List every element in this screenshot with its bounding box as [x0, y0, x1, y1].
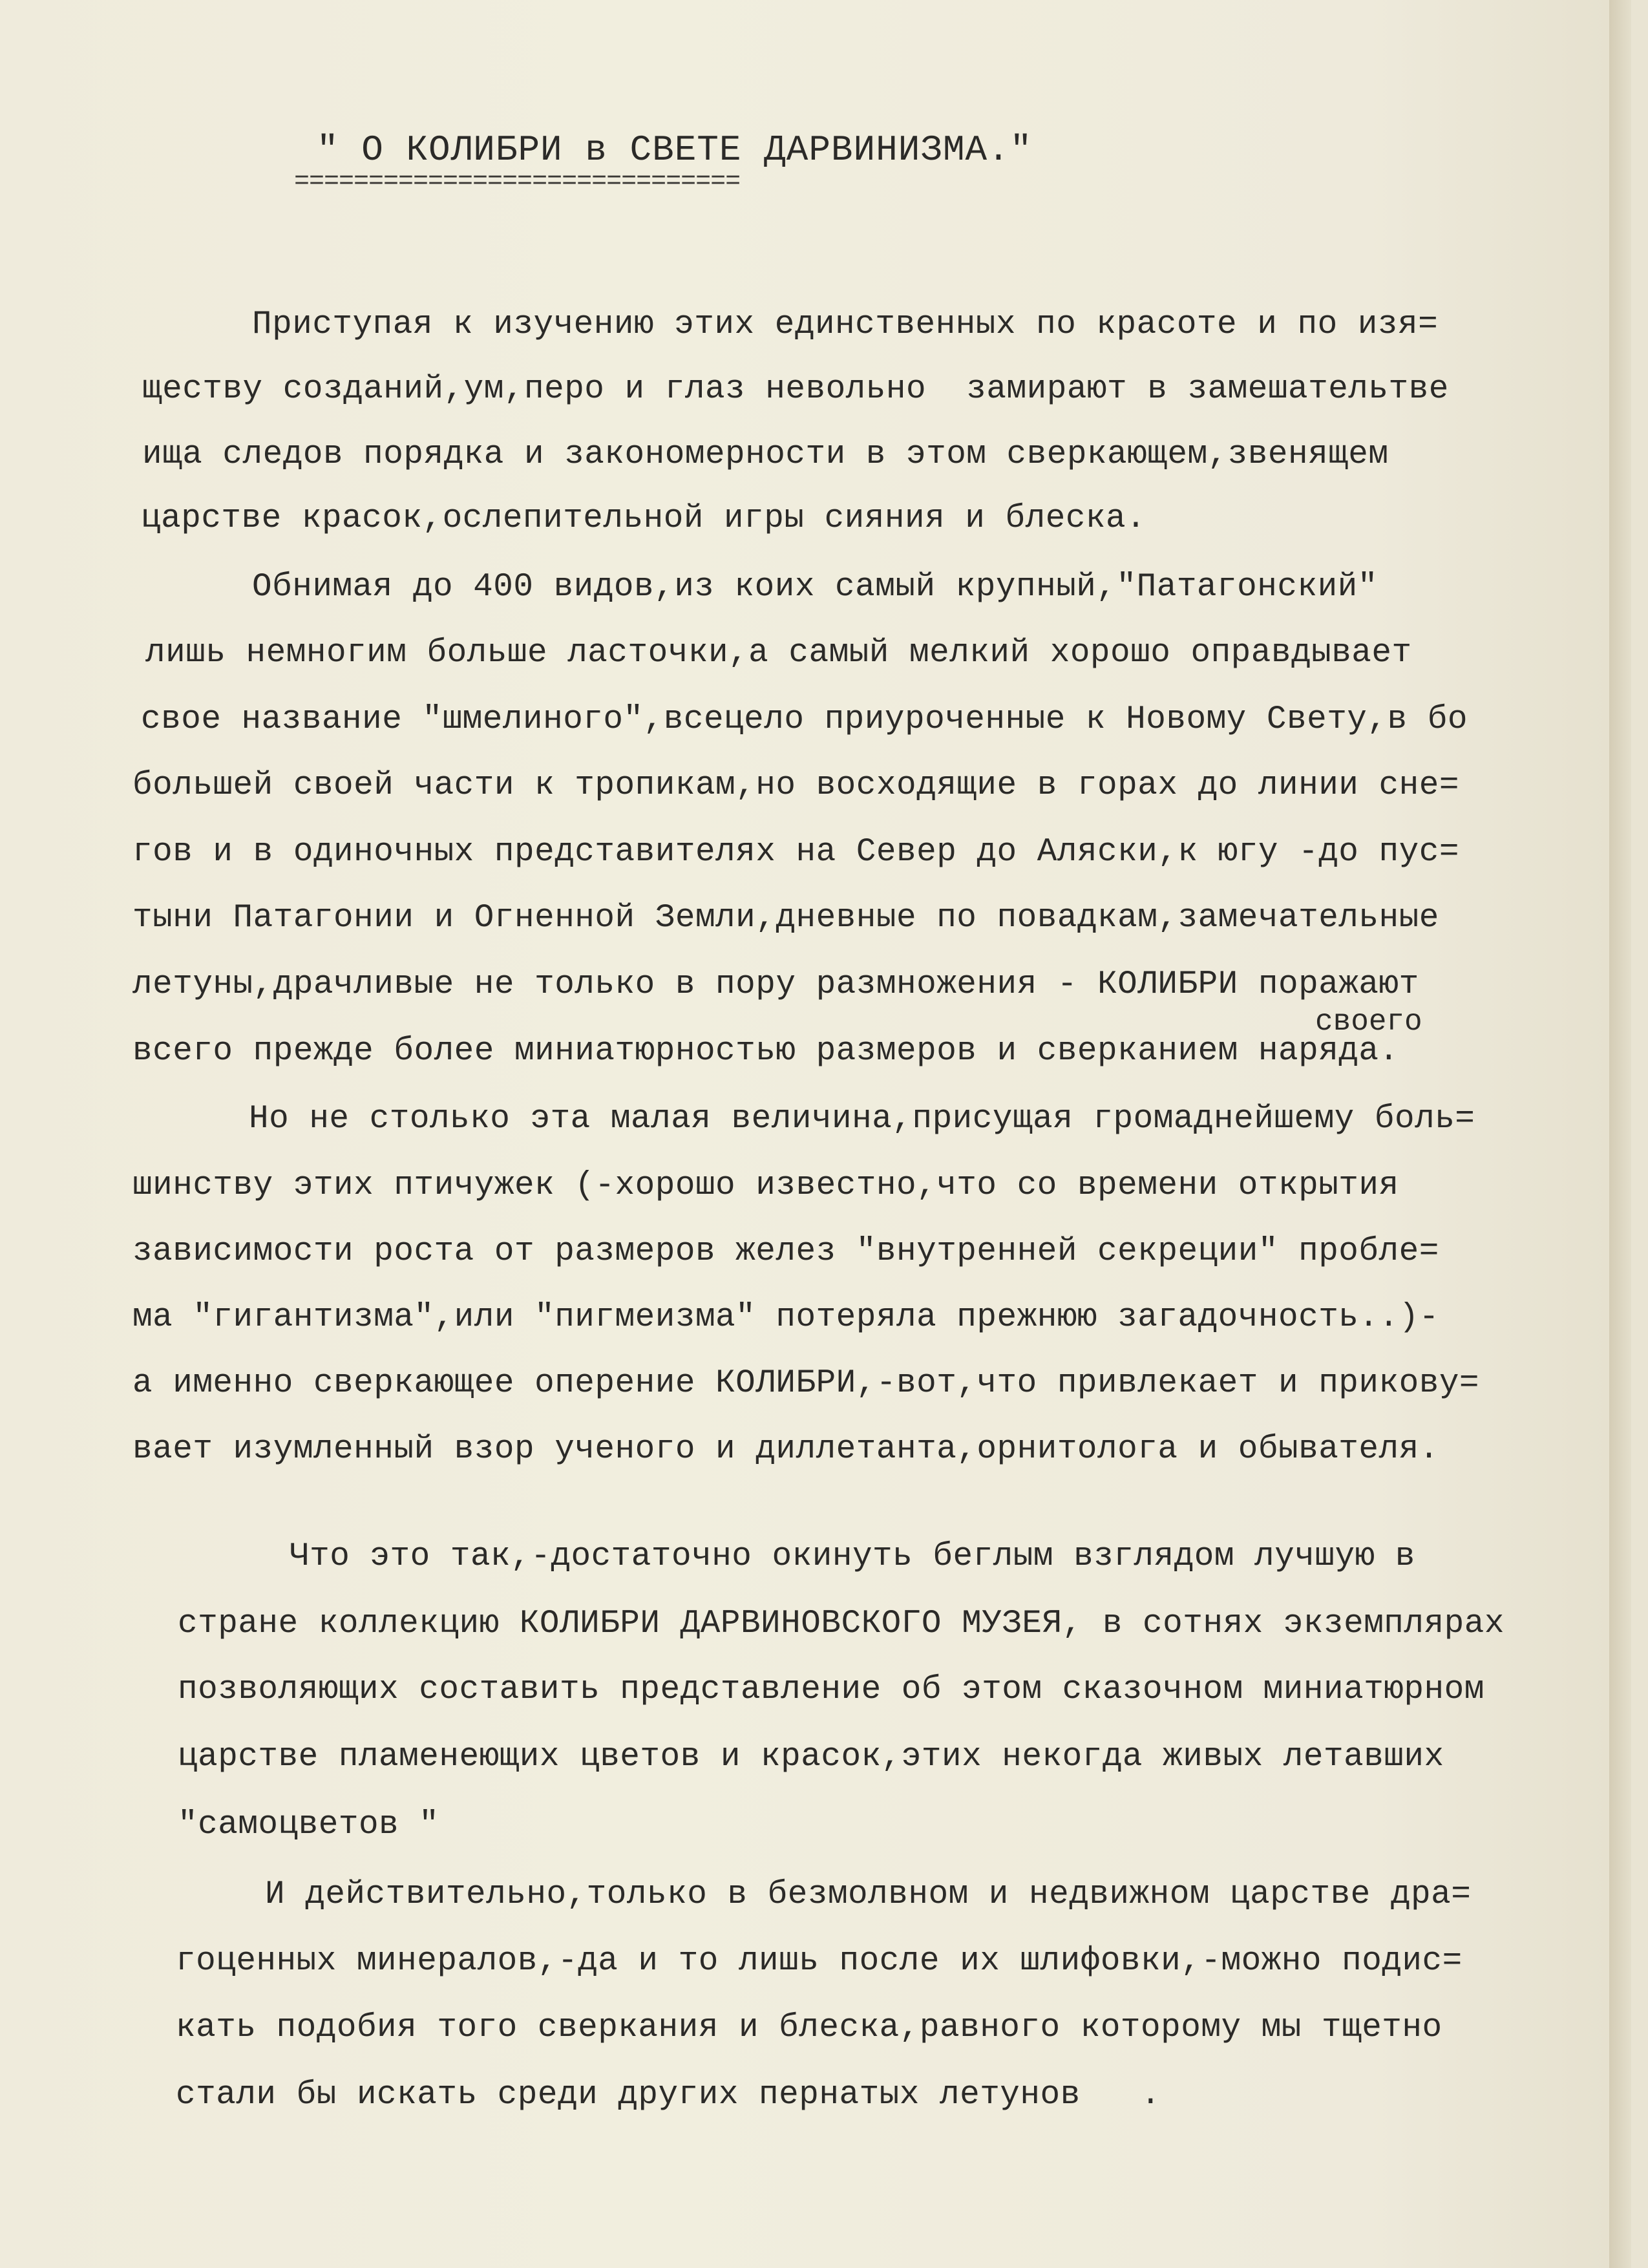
text-line: ма "гигантизма",или "пигмеизма" потеряла прежнюю загадочность..)-	[132, 1299, 1439, 1336]
paper-edge	[1609, 0, 1631, 2268]
text-line: лишь немногим больше ласточки,а самый мелкий хорошо оправдывает	[145, 635, 1412, 672]
page-title: " О КОЛИБРИ в СВЕТЕ ДАРВИНИЗМА."	[317, 129, 1033, 171]
text-line: шинству этих птичужек (-хорошо известно,что со времени открытия	[132, 1167, 1399, 1204]
text-line: царстве пламенеющих цветов и красок,этих некогда живых летавших	[178, 1739, 1444, 1775]
text-line: тыни Патагонии и Огненной Земли,дневные по повадкам,замечательные	[132, 900, 1439, 937]
text-line: летуны,драчливые не только в пору размножения - КОЛИБРИ поражают	[132, 966, 1419, 1003]
text-line: гов и в одиночных представителях на Север до Аляски,к югу -до пус=	[132, 834, 1459, 871]
text-line: большей своей части к тропикам,но восходящие в горах до линии сне=	[132, 767, 1459, 804]
text-line: стали бы искать среди других пернатых летунов .	[176, 2077, 1161, 2114]
text-line: ществу созданий,ум,перо и глаз невольно замирают в замешательтве	[142, 371, 1449, 408]
text-line: царстве красок,ослепительной игры сияния и блеска.	[141, 500, 1146, 537]
text-line: Приступая к изучению этих единственных по красоте и по изя=	[252, 306, 1439, 343]
text-line: Но не столько эта малая величина,присущая громаднейшему боль=	[249, 1101, 1475, 1138]
text-line: зависимости роста от размеров желез "внутренней секреции" пробле=	[132, 1233, 1439, 1270]
text-line: Обнимая до 400 видов,из коих самый крупный,"Патагонский"	[252, 569, 1378, 606]
text-line: всего прежде более миниатюрностью размеров и сверканием наряда.	[132, 1033, 1399, 1070]
text-line: позволяющих составить представление об этом сказочном миниатюрном	[178, 1671, 1484, 1708]
text-line: а именно сверкающее оперение КОЛИБРИ,-вот,что привлекает и прикову=	[132, 1365, 1480, 1402]
text-line: свое название "шмелиного",всецело приуроченные к Новому Свету,в бо	[141, 701, 1468, 738]
text-line: стране коллекцию КОЛИБРИ ДАРВИНОВСКОГО МУЗЕЯ, в сотнях экземплярах	[178, 1606, 1505, 1642]
text-line: И действительно,только в безмолвном и недвижном царстве дра=	[265, 1876, 1472, 1913]
text-line: гоценных минералов,-да и то лишь после их шлифовки,-можно подис=	[176, 1943, 1463, 1980]
text-line: Что это так,-достаточно окинуть беглым взглядом лучшую в	[290, 1538, 1415, 1575]
text-line: кать подобия того сверкания и блеска,равного которому мы тщетно	[176, 2009, 1442, 2046]
title-underline: ==============================	[294, 167, 741, 196]
text-line: "самоцветов "	[178, 1807, 439, 1843]
text-line: вает изумленный взор ученого и диллетанта,орнитолога и обывателя.	[132, 1431, 1439, 1468]
interlinear-insert: своего	[1315, 1005, 1422, 1039]
text-line: ища следов порядка и закономерности в этом сверкающем,звенящем	[142, 436, 1389, 473]
